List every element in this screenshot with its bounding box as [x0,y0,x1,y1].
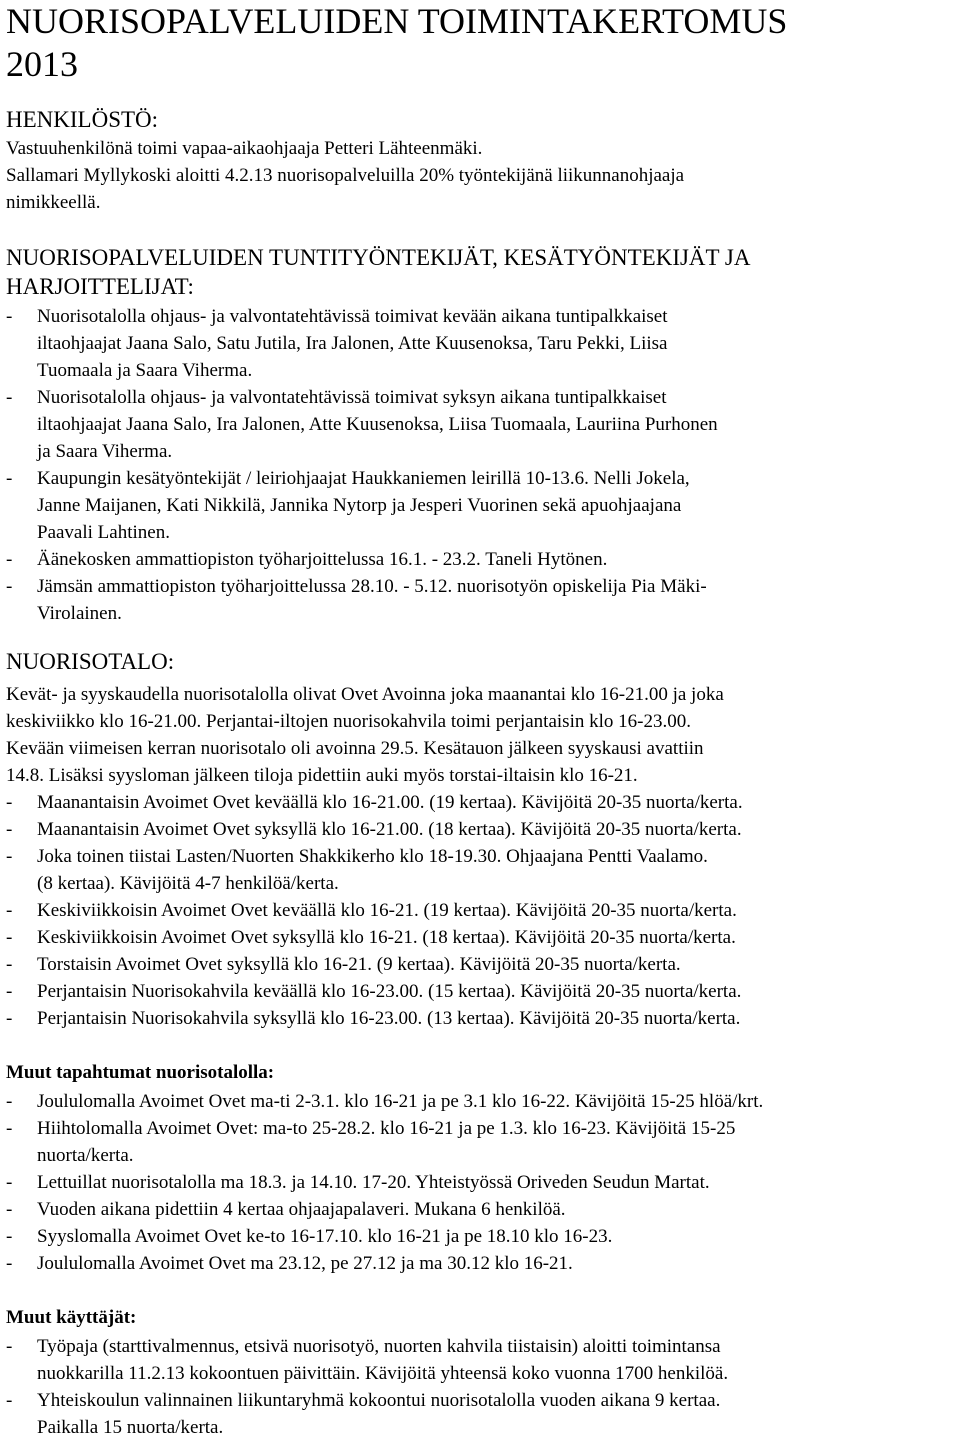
list-item [6,1196,960,1223]
item-line: - Nuorisotalolla ohjaus- ja valvontatehtävissä toimivat syksyn aikana tuntipalkkaiset [37,387,667,408]
staff-text [6,135,960,216]
list-item [6,573,960,627]
workers-heading [6,243,960,301]
list-item [6,843,960,897]
list-item [6,1250,960,1277]
heading-line: HARJOITTELIJAT: [6,274,194,299]
item-line: - Torstaisin Avoimet Ovet syksyllä klo 16-21. (9 kertaa). Kävijöitä 20-35 nuorta/kerta. [37,954,681,975]
item-line: - Maanantaisin Avoimet Ovet keväällä klo 16-21.00. (19 kertaa). Kävijöitä 20-35 nuorta/kerta. [37,792,743,813]
item-line: - Kaupungin kesätyöntekijät / leiriohjaajat Haukkaniemen leirillä 10-13.6. Nelli Jokela, [37,468,690,489]
list-item [6,897,960,924]
item-line: - Joka toinen tiistai Lasten/Nuorten Shakkikerho klo 18-19.30. Ohjaajana Pentti Vaalamo. [37,846,708,867]
item-line: Virolainen. [37,603,122,624]
list-item [6,924,960,951]
text-line: Kevät- ja syyskaudella nuorisotalolla olivat Ovet Avoinna joka maanantai klo 16-21.00 ja joka [6,684,724,705]
text-line: nimikkeellä. [6,192,101,213]
list-item [6,546,960,573]
text-line: Sallamari Myllykoski aloitti 4.2.13 nuorisopalveluilla 20% työntekijänä liikunnanohjaaja [6,165,685,186]
item-line: - Yhteiskoulun valinnainen liikuntaryhmä kokoontui nuorisotalolla vuoden aikana 9 kertaa. [37,1390,721,1411]
list-item [6,465,960,546]
youth-center-heading: NUORISOTALO: [6,649,175,674]
item-line: - Nuorisotalolla ohjaus- ja valvontatehtävissä toimivat kevään aikana tuntipalkkaiset [37,306,668,327]
other-users-heading: Muut käyttäjät: [6,1307,137,1328]
list-item [6,1088,960,1115]
youth-center-text [6,681,960,789]
item-line: Janne Maijanen, Kati Nikkilä, Jannika Nytorp ja Jesperi Vuorinen sekä apuohjaajana [37,495,682,516]
list-item [6,978,960,1005]
item-line: - Vuoden aikana pidettiin 4 kertaa ohjaajapalaveri. Mukana 6 henkilöä. [37,1199,566,1220]
item-line: - Perjantaisin Nuorisokahvila keväällä klo 16-23.00. (15 kertaa). Kävijöitä 20-35 nuorta/kerta. [37,981,742,1002]
item-line: ja Saara Viherma. [37,441,173,462]
list-item [6,789,960,816]
item-line: - Joululomalla Avoimet Ovet ma-ti 2-3.1. klo 16-21 ja pe 3.1 klo 16-22. Kävijöitä 15-25 hlöä/krt. [37,1091,764,1112]
item-line: Paavali Lahtinen. [37,522,170,543]
list-item [6,303,960,384]
other-events-list [6,1088,960,1277]
item-line: nuokkarilla 11.2.13 kokoontuen päivittäin. Kävijöitä yhteensä koko vuonna 1700 henkilöä. [37,1363,729,1384]
list-item [6,1333,960,1387]
other-users-list [6,1333,960,1441]
item-line: Tuomaala ja Saara Viherma. [37,360,253,381]
item-line: - Keskiviikkoisin Avoimet Ovet keväällä klo 16-21. (19 kertaa). Kävijöitä 20-35 nuorta/kerta. [37,900,737,921]
workers-list [6,303,960,627]
item-line: - Jämsän ammattiopiston työharjoittelussa 28.10. - 5.12. nuorisotyön opiskelija Pia Mäki- [37,576,707,597]
text-line: Vastuuhenkilönä toimi vapaa-aikaohjaaja Petteri Lähteenmäki. [6,138,483,159]
text-line: 14.8. Lisäksi syysloman jälkeen tiloja pidettiin auki myös torstai-iltaisin klo 16-21. [6,765,638,786]
youth-center-list [6,789,960,1032]
text-line: Kevään viimeisen kerran nuorisotalo oli avoinna 29.5. Kesätauon jälkeen syyskausi avattiin [6,738,704,759]
item-line: - Äänekosken ammattiopiston työharjoittelussa 16.1. - 23.2. Taneli Hytönen. [37,549,608,570]
item-line: - Perjantaisin Nuorisokahvila syksyllä klo 16-23.00. (13 kertaa). Kävijöitä 20-35 nuorta/kerta. [37,1008,741,1029]
item-line: - Maanantaisin Avoimet Ovet syksyllä klo 16-21.00. (18 kertaa). Kävijöitä 20-35 nuorta/kerta. [37,819,742,840]
other-events-section [6,1059,960,1277]
heading-line: NUORISOPALVELUIDEN TUNTITYÖNTEKIJÄT, KESÄTYÖNTEKIJÄT JA [6,245,751,270]
item-line: - Hiihtolomalla Avoimet Ovet: ma-to 25-28.2. klo 16-21 ja pe 1.3. klo 16-23. Kävijöitä 15-25 [37,1118,736,1139]
list-item [6,384,960,465]
list-item [6,816,960,843]
item-line: - Lettuillat nuorisotalolla ma 18.3. ja 14.10. 17-20. Yhteistyössä Oriveden Seudun Martat. [37,1172,710,1193]
list-item [6,1005,960,1032]
title-line: NUORISOPALVELUIDEN TOIMINTAKERTOMUS [6,1,788,41]
item-line: (8 kertaa). Kävijöitä 4-7 henkilöä/kerta. [37,873,339,894]
item-line: - Joululomalla Avoimet Ovet ma 23.12, pe 27.12 ja ma 30.12 klo 16-21. [37,1253,573,1274]
list-item [6,1223,960,1250]
list-item [6,1169,960,1196]
workers-section [6,243,960,627]
staff-heading: HENKILÖSTÖ: [6,107,159,132]
other-events-heading: Muut tapahtumat nuorisotalolla: [6,1062,275,1083]
list-item [6,1115,960,1169]
item-line: nuorta/kerta. [37,1145,134,1166]
item-line: - Keskiviikkoisin Avoimet Ovet syksyllä klo 16-21. (18 kertaa). Kävijöitä 20-35 nuorta/kerta. [37,927,736,948]
item-line: iltaohjaajat Jaana Salo, Ira Jalonen, Atte Kuusenoksa, Liisa Tuomaala, Lauriina Purhonen [37,414,718,435]
item-line: Paikalla 15 nuorta/kerta. [37,1417,224,1438]
list-item [6,1387,960,1441]
list-item [6,951,960,978]
other-users-section [6,1304,960,1441]
item-line: - Työpaja (starttivalmennus, etsivä nuorisotyö, nuorten kahvila tiistaisin) aloitti toimintansa [37,1336,721,1357]
item-line: - Syyslomalla Avoimet Ovet ke-to 16-17.10. klo 16-21 ja pe 18.10 klo 16-23. [37,1226,613,1247]
document-title [6,0,960,86]
youth-center-section [6,649,960,1032]
title-line: 2013 [6,44,78,84]
text-line: keskiviikko klo 16-21.00. Perjantai-iltojen nuorisokahvila toimi perjantaisin klo 16-23.00. [6,711,691,732]
item-line: iltaohjaajat Jaana Salo, Satu Jutila, Ira Jalonen, Atte Kuusenoksa, Taru Pekki, Liisa [37,333,668,354]
staff-section [6,107,960,216]
